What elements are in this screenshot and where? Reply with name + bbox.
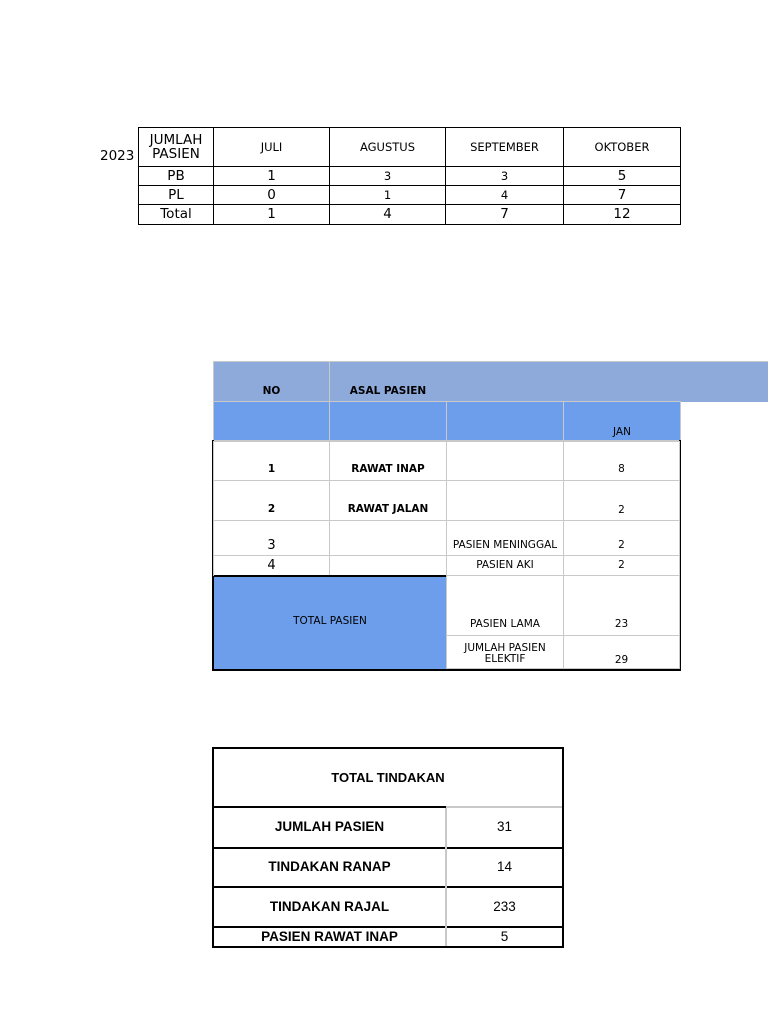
total-september: 7	[445, 204, 564, 225]
month-header-agustus: AGUSTUS	[329, 127, 446, 167]
pb-september: 3	[445, 166, 564, 186]
row-value-1: 8	[563, 441, 680, 481]
header-band	[446, 361, 768, 402]
total-tindakan-title: TOTAL TINDAKAN	[331, 770, 445, 786]
row-no-1: 1	[213, 441, 330, 481]
subheader-no	[213, 401, 330, 441]
row-no-4: 4	[213, 555, 330, 576]
jumlah-pasien-label: JUMLAH PASIEN	[274, 819, 385, 835]
pasien-rawat-inap-label: PASIEN RAWAT INAP	[261, 928, 398, 944]
subheader-desc	[446, 401, 564, 441]
row-desc-pasien-meninggal: PASIEN MENINGGAL	[446, 520, 564, 556]
pl-agustus: 1	[329, 185, 446, 205]
row-label-pb: PB	[138, 166, 214, 186]
tindakan-rajal-label: TINDAKAN RAJAL	[269, 898, 390, 914]
row-desc-pasien-aki: PASIEN AKI	[446, 555, 564, 576]
jumlah-pasien-value: 31	[496, 819, 513, 835]
patient-count-header-line1: JUMLAH	[149, 131, 203, 148]
pasien-elektif-desc-line1: JUMLAH PASIEN	[464, 641, 546, 654]
total-oktober: 12	[563, 204, 681, 225]
row-asal-4	[329, 555, 447, 576]
pasien-elektif-desc-line2: ELEKTIF	[484, 653, 526, 665]
subheader-asal	[329, 401, 447, 441]
row-desc-2	[446, 480, 564, 521]
row-desc-1	[446, 441, 564, 481]
row-asal-3	[329, 520, 447, 556]
row-value-3: 2	[563, 520, 680, 556]
patient-count-header-line2: PASIEN	[152, 146, 200, 162]
total-juli: 1	[213, 204, 330, 225]
pl-september: 4	[445, 185, 564, 205]
pb-agustus: 3	[329, 166, 446, 186]
row-asal-rawat-jalan: RAWAT JALAN	[329, 480, 447, 521]
row-value-2: 2	[563, 480, 680, 521]
month-header-september: SEPTEMBER	[445, 127, 564, 167]
tindakan-ranap-value: 14	[496, 859, 513, 875]
row-no-3: 3	[213, 520, 330, 556]
header-no: NO	[213, 361, 330, 402]
pasien-lama-desc: PASIEN LAMA	[446, 575, 564, 636]
pasien-rawat-inap-value: 5	[500, 928, 509, 944]
tindakan-rajal-value: 233	[493, 898, 516, 914]
pasien-elektif-value: 29	[563, 635, 680, 669]
row-label-pl: PL	[138, 185, 214, 205]
pl-oktober: 7	[563, 185, 681, 205]
tindakan-ranap-label: TINDAKAN RANAP	[268, 859, 391, 875]
row-label-total: Total	[138, 204, 214, 225]
patient-count-header	[138, 127, 214, 167]
header-asal-pasien: ASAL PASIEN	[329, 361, 447, 402]
row-value-4: 2	[563, 555, 680, 576]
pasien-elektif-desc	[446, 635, 564, 669]
row-no-2: 2	[213, 480, 330, 521]
pasien-lama-value: 23	[563, 575, 680, 636]
month-header-jan: JAN	[563, 401, 681, 441]
row-asal-rawat-inap: RAWAT INAP	[329, 441, 447, 481]
pl-juli: 0	[213, 185, 330, 205]
year-label: 2023	[100, 148, 135, 164]
pb-oktober: 5	[563, 166, 681, 186]
month-header-juli: JULI	[213, 127, 330, 167]
total-agustus: 4	[329, 204, 446, 225]
month-header-oktober: OKTOBER	[563, 127, 681, 167]
pb-juli: 1	[213, 166, 330, 186]
total-pasien-label: TOTAL PASIEN	[214, 575, 446, 669]
